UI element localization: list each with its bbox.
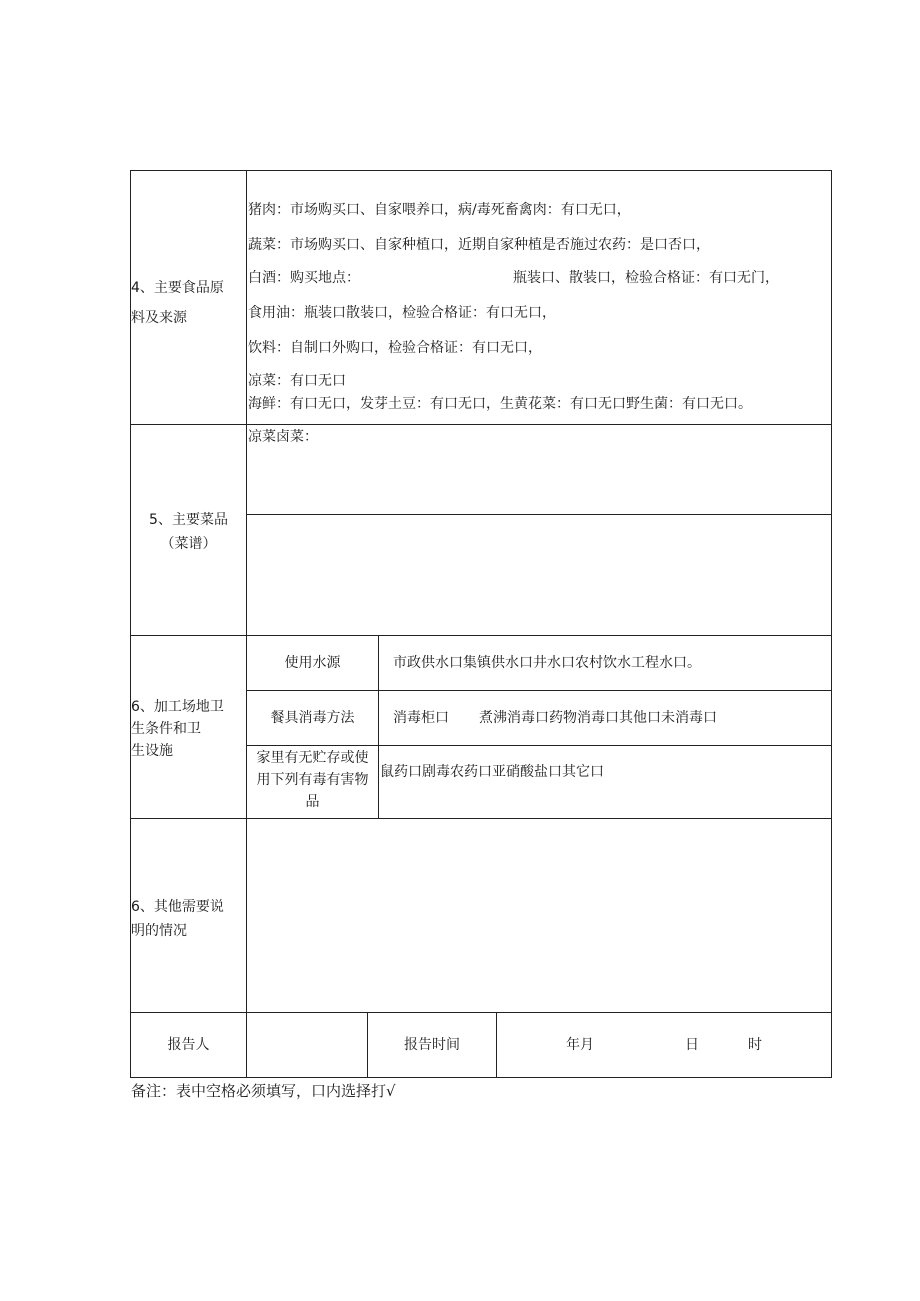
other-notes-label [131,897,224,941]
toxic-substance-options: 鼠药口剧毒农药口亚硝酸盐口其它口 [380,764,604,780]
report-day: 日 [685,1037,699,1053]
report-month: 年月 [566,1037,594,1053]
rule [378,635,379,818]
reporter-label: 报告人 [167,1037,210,1053]
label-line: 生条件和卫 [131,721,201,737]
pork-source: 猪肉：市场购买口、自家喂养口，病/毒死畜禽肉：有口无口， [248,202,631,218]
label-line: 家里有无贮存或使 [256,750,369,766]
rule [246,514,832,515]
vegetable-source: 蔬菜：市场购买口、自家种植口，近期自家种植是否施过农药：是口否口， [248,237,710,253]
rule [130,635,832,636]
form-note: 备注：表中空格必须填写，口内选择打√ [131,1082,396,1100]
label-line: 6、其他需要说 [131,899,224,915]
rule [246,745,832,746]
label-line: 品 [305,794,320,810]
disinfection-cabinet-option: 消毒柜口 [393,710,449,726]
menu-entry-field[interactable] [248,516,830,633]
liquor-packaging: 瓶装口、散装口，检验合格证：有口无门， [513,270,779,286]
rule [130,818,832,819]
section-4-label [131,278,224,328]
seafood-check: 海鲜：有口无口，发芽土豆：有口无口，生黄花菜：有口无口野生菌：有口无口。 [248,396,752,412]
label-line: 用下列有毒有害物 [256,772,369,788]
label-line: 生设施 [131,743,173,759]
section-5-label [131,510,246,554]
label-line: 5、主要菜品 [149,512,228,528]
toxic-storage-label [247,748,378,812]
label-line: 明的情况 [131,923,187,939]
liquor-purchase-place: 白酒：购买地点： [248,270,360,286]
other-notes-field[interactable] [248,820,830,1010]
rule [246,170,247,1012]
rule [130,170,832,171]
cold-dish-check: 凉菜：有口无口 [248,373,346,389]
water-source-label: 使用水源 [284,655,341,671]
label-line: 料及来源 [131,310,187,326]
water-source-options: 市政供水口集镇供水口井水口农村饮水工程水口。 [393,655,701,671]
section-6-label [131,697,224,761]
reporter-field[interactable] [248,1014,366,1076]
rule [130,1077,832,1078]
drink-source: 饮料：自制口外购口，检验合格证：有口无口， [248,340,542,356]
report-hour: 时 [748,1037,762,1053]
rule [246,690,832,691]
disinfection-other-options: 煮沸消毒口药物消毒口其他口未消毒口 [479,710,717,726]
cold-braised-dishes-label: 凉菜卤菜： [248,429,318,445]
oil-source: 食用油：瓶装口散装口，检验合格证：有口无口， [248,305,556,321]
rule [831,170,832,1078]
rule [246,1012,247,1077]
rule [496,1012,497,1077]
disinfection-label: 餐具消毒方法 [270,710,355,726]
rule [130,1012,832,1013]
label-line: 4、主要食品原 [131,280,224,296]
report-time-label: 报告时间 [404,1037,460,1053]
label-line: （菜谱） [160,536,217,552]
rule [130,424,832,425]
label-line: 6、加工场地卫 [131,699,224,715]
